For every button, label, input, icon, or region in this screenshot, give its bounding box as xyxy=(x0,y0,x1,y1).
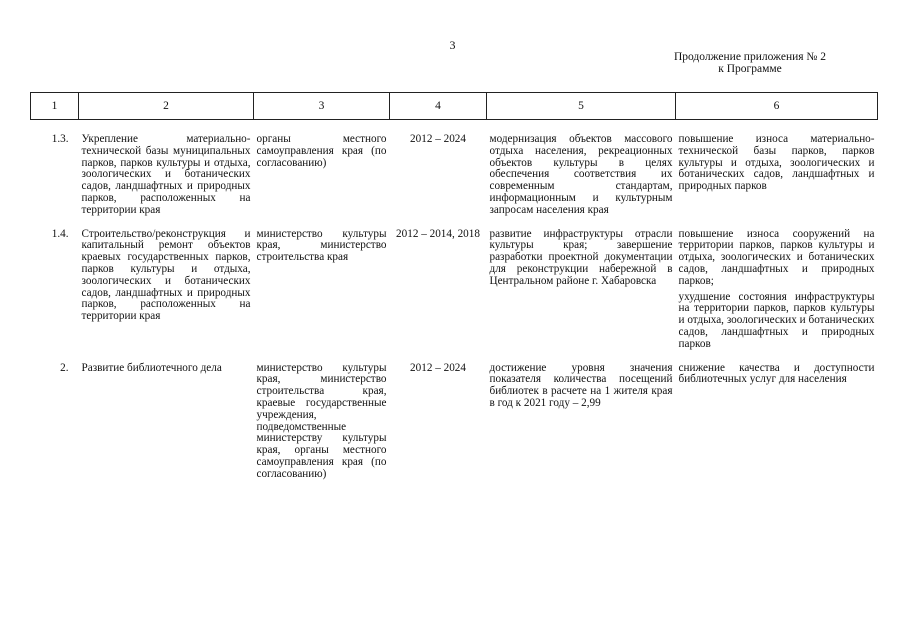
expected-result: достижение уровня значения показателя количества посещений библиотек в расчете на 1 жителя края в год к 2021 году – 2,99 xyxy=(489,361,673,409)
table-row xyxy=(31,363,878,493)
table-row xyxy=(31,120,878,229)
table-row xyxy=(31,229,878,363)
period: 2012 – 2024 xyxy=(410,133,466,145)
appendix-note-line1: Продолжение приложения № 2 xyxy=(673,51,827,63)
column-header-4: 4 xyxy=(390,93,487,120)
row-number: 1.4. xyxy=(51,227,69,240)
consequences xyxy=(676,229,878,363)
executor: министерство культуры края, министерство строительства края xyxy=(256,227,387,264)
column-header-6: 6 xyxy=(676,93,878,120)
expected-result: модернизация объектов массового отдыха населения, рекреационных объектов культуры в целях обеспечения соответствия их современным стандартам, информационным и культурным запросам населения края xyxy=(489,133,673,216)
column-header-1: 1 xyxy=(31,93,79,120)
period: 2012 – 2014, 2018 xyxy=(396,227,480,240)
consequences xyxy=(676,363,878,493)
expected-result: развитие инфраструктуры отрасли культуры края; завершение разработки проектной документации для реконструкции набережной в Центральном районе г. Хабаровска xyxy=(489,227,673,287)
executor: органы местного самоуправления края (по согласованию) xyxy=(256,133,387,169)
column-header-5: 5 xyxy=(487,93,676,120)
consequences xyxy=(676,120,878,229)
measure-name: Укрепление материально-технической базы муниципальных парков, парков культуры и отдыха, зоологических и ботанических садов, ландшафтных и природных парков, расположенных на территории края xyxy=(81,133,251,216)
appendix-note-line2: к Программе xyxy=(718,63,782,75)
column-header-2: 2 xyxy=(79,93,254,120)
measure-name: Строительство/реконструкция и капитальный ремонт объектов краевых государственных парков, парков культуры и отдыха, зоологических и ботанических садов, ландшафтных и природных парков, расположенных на территории края xyxy=(81,227,251,323)
measure-name: Развитие библиотечного дела xyxy=(81,361,222,374)
row-number: 2. xyxy=(60,361,69,374)
consequence-text: снижение качества и доступности библиотечных услуг для населения xyxy=(678,361,875,386)
period: 2012 – 2024 xyxy=(410,361,466,374)
consequence-text: ухудшение состояния инфраструктуры на территории парков, парков культуры и отдыха, зоологических и ботанических садов, ландшафтных и природных парков xyxy=(678,290,875,350)
appendix-note xyxy=(640,51,860,75)
column-header-3: 3 xyxy=(254,93,390,120)
consequence-text: повышение износа материально-технической базы парков, парков культуры и отдыха, зоологических и ботанических садов, ландшафтных и природных парков xyxy=(678,133,875,193)
executor: министерство культуры края, министерство строительства края, краевые государственные учреждения, подведомственные министерству культуры края, органы местного самоуправления края (по согласованию) xyxy=(256,361,387,480)
row-number: 1.3. xyxy=(51,133,69,145)
program-table xyxy=(30,92,878,493)
consequence-text: повышение износа сооружений на территории парков, парков культуры и отдыха, зоологических и ботанических садов, ландшафтных и природных парков; xyxy=(678,227,875,287)
page-number: 3 xyxy=(449,38,456,52)
header-row xyxy=(31,93,878,120)
